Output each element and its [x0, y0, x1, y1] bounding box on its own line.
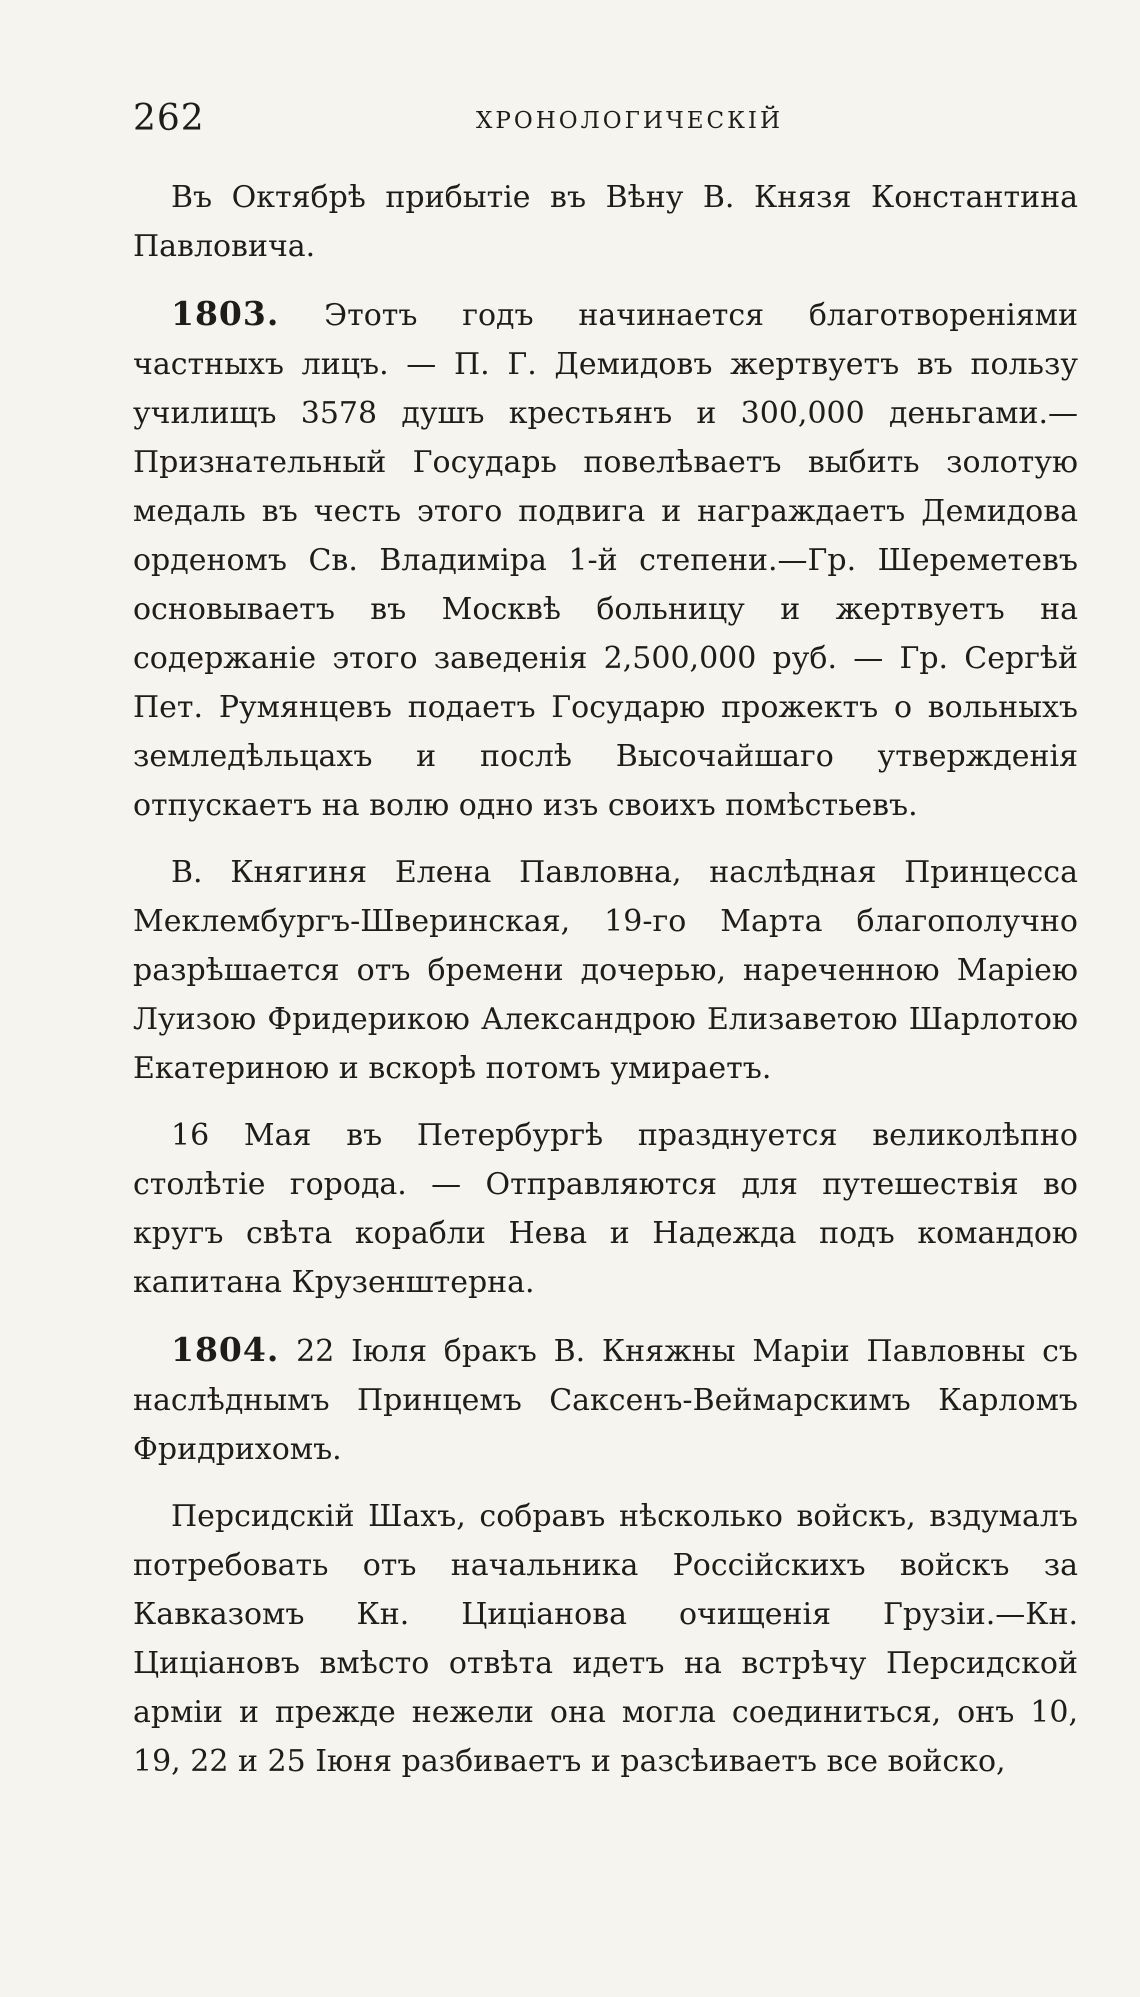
paragraph-text: Въ Октябрѣ прибытіе въ Вѣну В. Князя Константина Павловича. [133, 180, 1078, 264]
paragraph-text: В. Княгиня Елена Павловна, наслѣдная Принцесса Меклембургъ-Шверинская, 19-го Марта благополучно разрѣшается отъ бремени дочерью, нареченною Маріею Луизою Фридерикою Александрою Елизаветою Шарлотою Екатериною и вскорѣ потомъ умираетъ. [133, 855, 1078, 1086]
paragraph-text: 16 Мая въ Петербургѣ празднуется великолѣпно столѣтіе города. — Отправляются для путешествія во кругъ свѣта корабли Нева и Надежда подъ командою капитана Крузенштерна. [133, 1118, 1078, 1300]
paragraph-text: Этотъ годъ начинается благотвореніями частныхъ лицъ. — П. Г. Демидовъ жертвуетъ въ пользу училищъ 3578 душъ крестьянъ и 300,000 деньгами.— Признательный Государь повелѣваетъ выбить золотую медаль въ честь этого подвига и награждаетъ Демидова орденомъ Св. Владиміра 1-й степени.—Гр. Шереметевъ основываетъ въ Москвѣ больницу и жертвуетъ на содержаніе этого заведенія 2,500,000 руб. — Гр. Сергѣй Пет. Румянцевъ подаетъ Государю прожектъ о вольныхъ земледѣльцахъ и послѣ Высочайшаго утвержденія отпускаетъ на волю одно изъ своихъ помѣстьевъ. [133, 298, 1078, 823]
page-number: 262 [133, 98, 205, 139]
running-title: ХРОНОЛОГИЧЕСКІЙ [476, 108, 784, 134]
page-body [133, 173, 1078, 1804]
paragraph-elena-pavlovna [133, 848, 1078, 1093]
paragraph-year-1803 [133, 289, 1078, 830]
paragraph-petersburg-centenary [133, 1111, 1078, 1307]
page-header [133, 98, 1063, 148]
paragraph-persian-shah [133, 1492, 1078, 1786]
paragraph-year-1804 [133, 1325, 1078, 1474]
paragraph-arrival-vienna [133, 173, 1078, 271]
year-heading-1804: 1804. [171, 1330, 280, 1369]
paragraph-text: 22 Іюля бракъ В. Княжны Маріи Павловны съ наслѣднымъ Принцемъ Саксенъ-Веймарскимъ Карломъ Фридрихомъ. [133, 1334, 1078, 1467]
year-heading-1803: 1803. [171, 294, 280, 333]
paragraph-text: Персидскій Шахъ, собравъ нѣсколько войскъ, вздумалъ потребовать отъ начальника Россійскихъ войскъ за Кавказомъ Кн. Циціанова очищенія Грузіи.—Кн. Циціановъ вмѣсто отвѣта идетъ на встрѣчу Персидской арміи и прежде нежели она могла соединиться, онъ 10, 19, 22 и 25 Іюня разбиваетъ и разсѣиваетъ все войско, [133, 1499, 1078, 1779]
